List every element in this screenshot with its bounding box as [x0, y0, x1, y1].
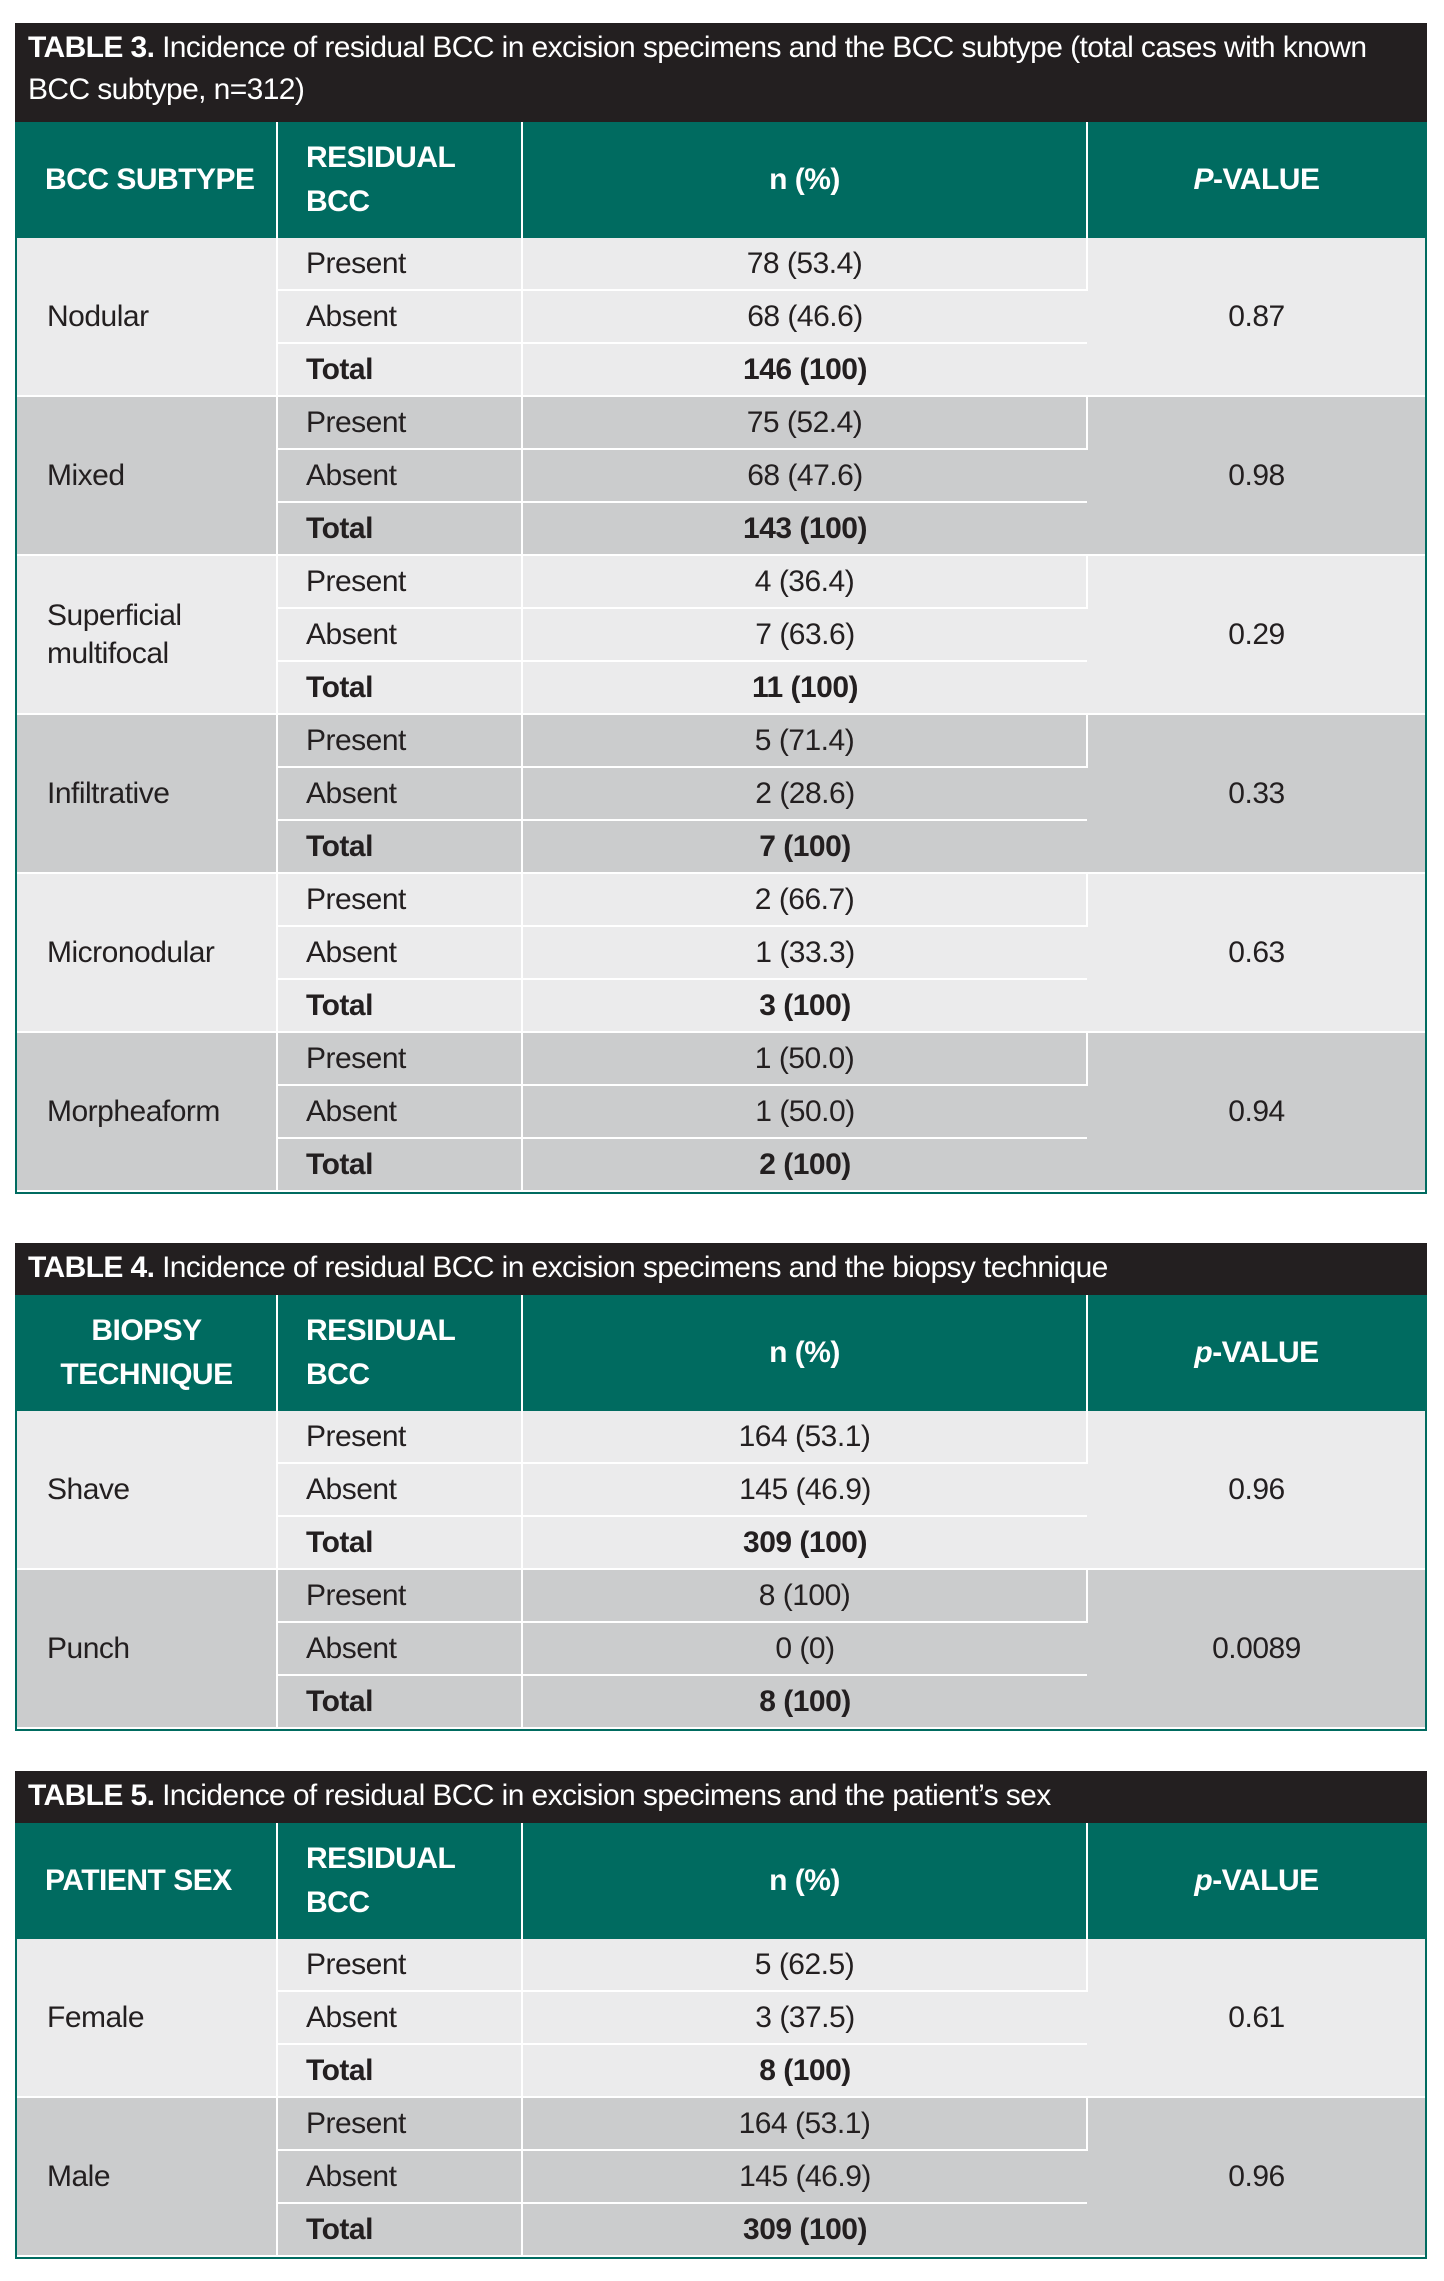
- residual-label: Present: [277, 714, 522, 767]
- table-row: [17, 1032, 1425, 1085]
- residual-label: Total: [277, 343, 522, 396]
- residual-label: Absent: [277, 1622, 522, 1675]
- count-percent-cell: 78 (53.4): [522, 238, 1087, 290]
- count-percent-cell: 7 (100): [522, 820, 1087, 873]
- table-4-body: [17, 1411, 1425, 1728]
- count-percent-cell: 145 (46.9): [522, 2150, 1087, 2203]
- table-row: [17, 873, 1425, 926]
- residual-label: Absent: [277, 290, 522, 343]
- table-4-caption-text: Incidence of residual BCC in excision specimens and the biopsy technique: [154, 1251, 1108, 1284]
- table-row: [17, 555, 1425, 608]
- header-p-value: [1087, 1295, 1425, 1411]
- residual-label: Present: [277, 396, 522, 449]
- table-4: [15, 1243, 1427, 1731]
- count-percent-cell: 309 (100): [522, 2203, 1087, 2256]
- count-percent-cell: 8 (100): [522, 1675, 1087, 1728]
- count-percent-cell: 8 (100): [522, 1569, 1087, 1622]
- residual-label: Present: [277, 1411, 522, 1463]
- header-p-suffix: -VALUE: [1212, 1336, 1319, 1369]
- residual-label: Absent: [277, 1463, 522, 1516]
- count-percent-cell: 1 (50.0): [522, 1085, 1087, 1138]
- count-percent-cell: 7 (63.6): [522, 608, 1087, 661]
- p-value-cell: 0.61: [1087, 1939, 1425, 2097]
- table-4-caption-label: TABLE 4.: [28, 1251, 155, 1284]
- table-3-body: [17, 238, 1425, 1191]
- residual-label: Absent: [277, 1991, 522, 2044]
- header-residual: RESIDUAL BCC: [277, 122, 522, 238]
- count-percent-cell: 3 (100): [522, 979, 1087, 1032]
- p-value-cell: 0.63: [1087, 873, 1425, 1032]
- group-label: Female: [17, 1939, 277, 2097]
- header-residual: RESIDUAL BCC: [277, 1295, 522, 1411]
- count-percent-cell: 75 (52.4): [522, 396, 1087, 449]
- group-label: Infiltrative: [17, 714, 277, 873]
- residual-label: Total: [277, 1516, 522, 1569]
- table-row: [17, 1411, 1425, 1463]
- residual-label: Total: [277, 661, 522, 714]
- header-p-letter: p: [1194, 1336, 1213, 1369]
- group-label: Micronodular: [17, 873, 277, 1032]
- count-percent-cell: 145 (46.9): [522, 1463, 1087, 1516]
- residual-label: Absent: [277, 1085, 522, 1138]
- count-percent-cell: 2 (66.7): [522, 873, 1087, 926]
- residual-label: Total: [277, 979, 522, 1032]
- count-percent-cell: 164 (53.1): [522, 2097, 1087, 2150]
- header-residual: RESIDUAL BCC: [277, 1823, 522, 1939]
- table-5-grid: [17, 1823, 1425, 2257]
- header-n-percent: n (%): [522, 1823, 1087, 1939]
- residual-label: Absent: [277, 2150, 522, 2203]
- p-value-cell: 0.87: [1087, 238, 1425, 396]
- residual-label: Absent: [277, 449, 522, 502]
- residual-label: Absent: [277, 926, 522, 979]
- residual-label: Present: [277, 1032, 522, 1085]
- table-5-frame: [15, 1823, 1427, 2259]
- group-label: Nodular: [17, 238, 277, 396]
- table-4-grid: [17, 1295, 1425, 1729]
- residual-label: Present: [277, 1569, 522, 1622]
- header-p-suffix: -VALUE: [1213, 163, 1320, 196]
- table-5-header-row: [17, 1823, 1425, 1939]
- count-percent-cell: 1 (50.0): [522, 1032, 1087, 1085]
- residual-label: Total: [277, 2044, 522, 2097]
- table-5-caption: [15, 1771, 1427, 1823]
- count-percent-cell: 68 (47.6): [522, 449, 1087, 502]
- group-label: Mixed: [17, 396, 277, 555]
- count-percent-cell: 3 (37.5): [522, 1991, 1087, 2044]
- p-value-cell: 0.98: [1087, 396, 1425, 555]
- header-n-percent: n (%): [522, 122, 1087, 238]
- p-value-cell: 0.33: [1087, 714, 1425, 873]
- table-3-caption-text: Incidence of residual BCC in excision specimens and the BCC subtype (total cases with known BCC subtype, n=312): [28, 31, 1367, 106]
- count-percent-cell: 5 (71.4): [522, 714, 1087, 767]
- table-5-caption-text: Incidence of residual BCC in excision specimens and the patient’s sex: [154, 1779, 1051, 1812]
- count-percent-cell: 164 (53.1): [522, 1411, 1087, 1463]
- count-percent-cell: 11 (100): [522, 661, 1087, 714]
- table-5-body: [17, 1939, 1425, 2256]
- group-label: Superficial multifocal: [17, 555, 277, 714]
- header-subtype: BCC SUBTYPE: [17, 122, 277, 238]
- header-p-value: [1087, 1823, 1425, 1939]
- residual-label: Total: [277, 1675, 522, 1728]
- table-row: [17, 2097, 1425, 2150]
- residual-label: Total: [277, 502, 522, 555]
- count-percent-cell: 8 (100): [522, 2044, 1087, 2097]
- residual-label: Present: [277, 2097, 522, 2150]
- residual-label: Absent: [277, 767, 522, 820]
- table-3-header-row: [17, 122, 1425, 238]
- table-row: [17, 1569, 1425, 1622]
- p-value-cell: 0.0089: [1087, 1569, 1425, 1728]
- residual-label: Absent: [277, 608, 522, 661]
- count-percent-cell: 5 (62.5): [522, 1939, 1087, 1991]
- residual-label: Present: [277, 238, 522, 290]
- header-technique: BIOPSY TECHNIQUE: [17, 1295, 277, 1411]
- header-p-letter: P: [1193, 163, 1214, 196]
- table-row: [17, 396, 1425, 449]
- count-percent-cell: 143 (100): [522, 502, 1087, 555]
- residual-label: Present: [277, 873, 522, 926]
- p-value-cell: 0.94: [1087, 1032, 1425, 1191]
- header-p-letter: p: [1194, 1864, 1213, 1897]
- p-value-cell: 0.96: [1087, 2097, 1425, 2256]
- residual-label: Present: [277, 555, 522, 608]
- group-label: Shave: [17, 1411, 277, 1569]
- count-percent-cell: 309 (100): [522, 1516, 1087, 1569]
- header-p-value: [1087, 122, 1425, 238]
- residual-label: Present: [277, 1939, 522, 1991]
- table-row: [17, 238, 1425, 290]
- table-4-caption: [15, 1243, 1427, 1295]
- table-3-caption: [15, 23, 1427, 122]
- count-percent-cell: 1 (33.3): [522, 926, 1087, 979]
- count-percent-cell: 4 (36.4): [522, 555, 1087, 608]
- table-3-frame: [15, 122, 1427, 1194]
- residual-label: Total: [277, 2203, 522, 2256]
- count-percent-cell: 68 (46.6): [522, 290, 1087, 343]
- table-5: [15, 1771, 1427, 2259]
- count-percent-cell: 2 (100): [522, 1138, 1087, 1191]
- count-percent-cell: 0 (0): [522, 1622, 1087, 1675]
- table-4-header-row: [17, 1295, 1425, 1411]
- header-p-suffix: -VALUE: [1212, 1864, 1319, 1897]
- group-label: Male: [17, 2097, 277, 2256]
- table-3: [15, 23, 1427, 1194]
- count-percent-cell: 146 (100): [522, 343, 1087, 396]
- p-value-cell: 0.96: [1087, 1411, 1425, 1569]
- header-n-percent: n (%): [522, 1295, 1087, 1411]
- table-4-frame: [15, 1295, 1427, 1731]
- residual-label: Total: [277, 820, 522, 873]
- p-value-cell: 0.29: [1087, 555, 1425, 714]
- header-sex: PATIENT SEX: [17, 1823, 277, 1939]
- table-3-caption-label: TABLE 3.: [28, 31, 155, 64]
- table-5-caption-label: TABLE 5.: [28, 1779, 155, 1812]
- group-label: Morpheaform: [17, 1032, 277, 1191]
- table-row: [17, 714, 1425, 767]
- group-label: Punch: [17, 1569, 277, 1728]
- residual-label: Total: [277, 1138, 522, 1191]
- count-percent-cell: 2 (28.6): [522, 767, 1087, 820]
- table-3-grid: [17, 122, 1425, 1192]
- table-row: [17, 1939, 1425, 1991]
